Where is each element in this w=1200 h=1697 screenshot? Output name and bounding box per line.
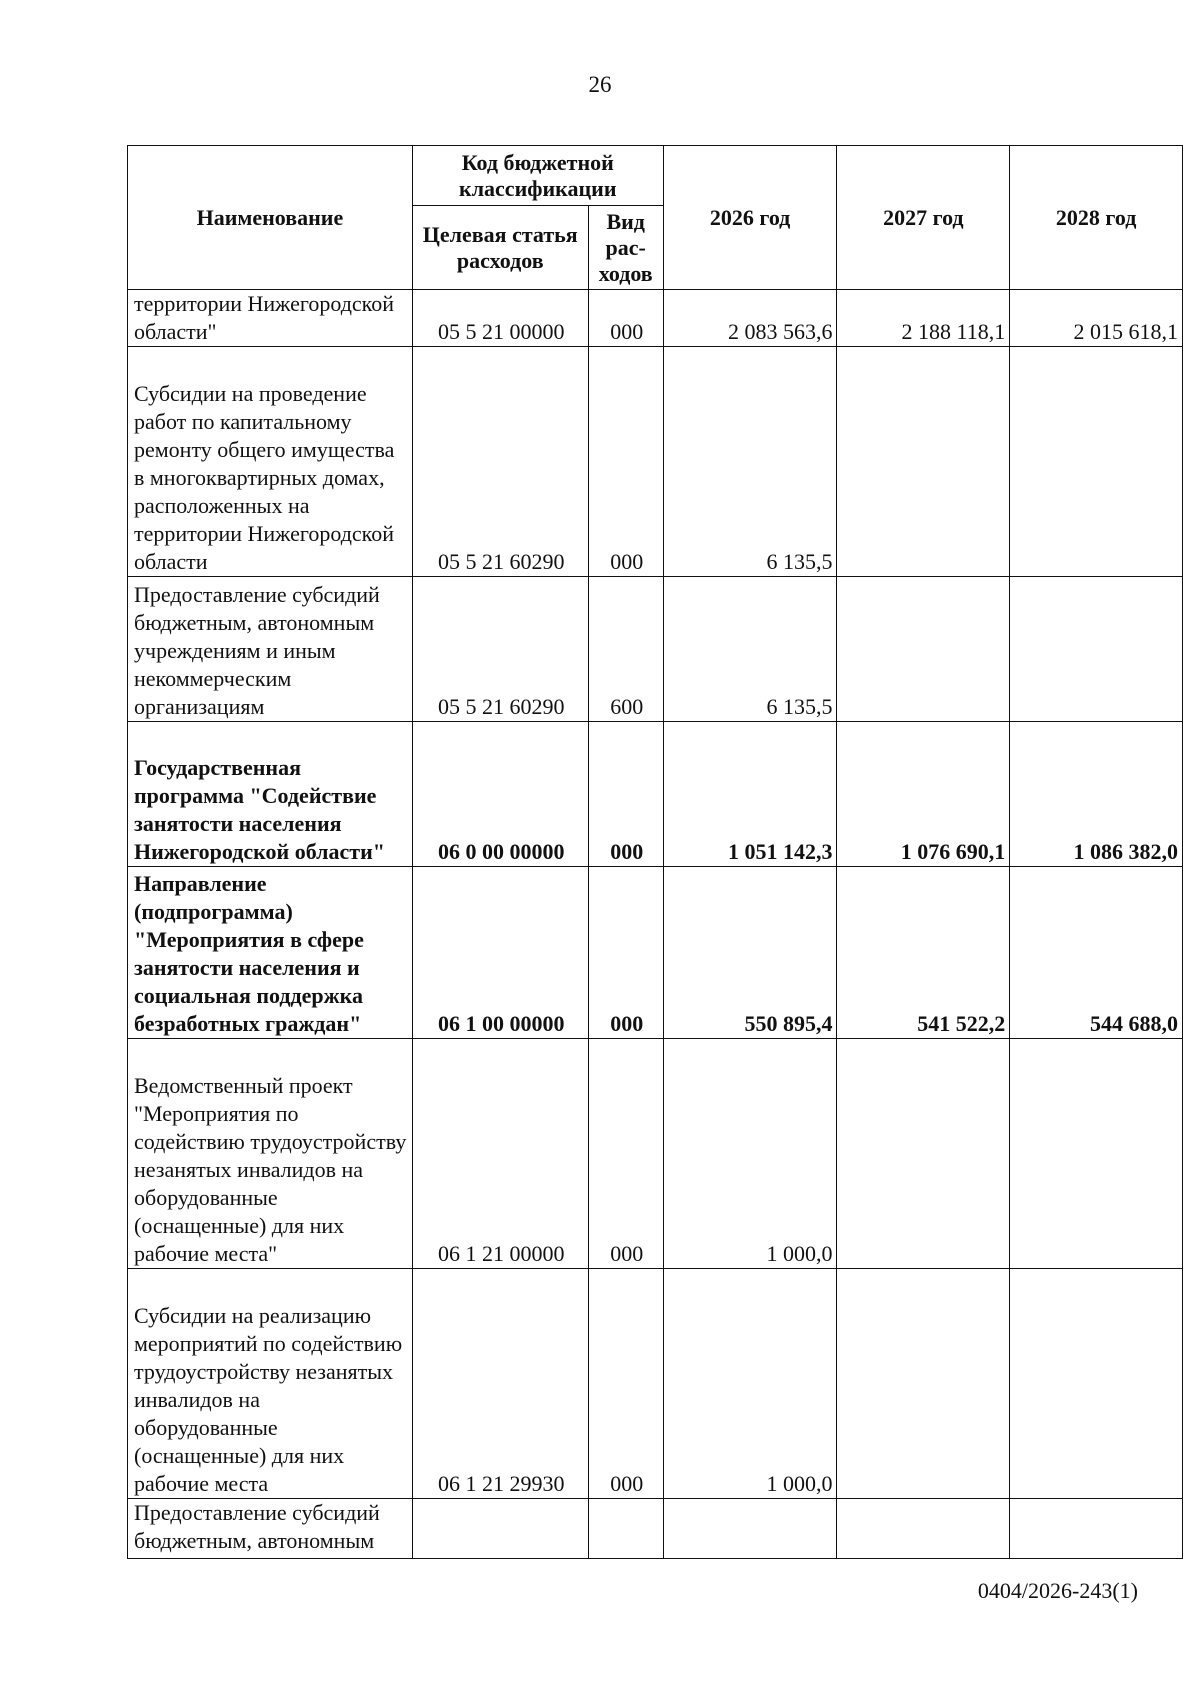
row-target-article: 05 5 21 60290 [412, 347, 588, 577]
row-value-2026: 6 135,5 [663, 577, 837, 722]
row-name: Ведомственный проект "Мероприятия по содействию трудоустройству незанятых инвалидов на оборудованные (оснащенные) для них рабочие места" [128, 1039, 413, 1269]
budget-table [127, 145, 1183, 1559]
row-expense-type: 000 [588, 1269, 663, 1499]
row-name: Предоставление субсидий бюджетным, автономным [128, 1499, 413, 1559]
row-target-article: 06 0 00 00000 [412, 722, 588, 867]
row-target-article: 05 5 21 00000 [412, 290, 588, 347]
row-value-2028 [1010, 1499, 1183, 1559]
row-expense-type: 000 [588, 290, 663, 347]
row-value-2026: 2 083 563,6 [663, 290, 837, 347]
row-target-article: 06 1 00 00000 [412, 867, 588, 1039]
document-code: 0404/2026-243(1) [977, 1578, 1138, 1603]
row-value-2028: 544 688,0 [1010, 867, 1183, 1039]
row-name: Субсидии на реализацию мероприятий по содействию трудоустройству незанятых инвалидов на оборудованные (оснащенные) для них рабочие места [128, 1269, 413, 1499]
row-value-2028: 1 086 382,0 [1010, 722, 1183, 867]
row-value-2028: 2 015 618,1 [1010, 290, 1183, 347]
row-value-2027 [837, 347, 1010, 577]
table-row [128, 290, 1183, 347]
table-row [128, 1499, 1183, 1559]
row-name: Направление (подпрограмма) "Мероприятия в сфере занятости населения и социальная поддержка безработных граждан" [128, 867, 413, 1039]
row-value-2027: 2 188 118,1 [837, 290, 1010, 347]
header-target-article: Целевая статья расходов [412, 206, 588, 290]
row-value-2027: 1 076 690,1 [837, 722, 1010, 867]
row-name: Государственная программа "Содействие занятости населения Нижегородской области" [128, 722, 413, 867]
page-number: 26 [588, 72, 612, 97]
row-value-2027: 541 522,2 [837, 867, 1010, 1039]
header-2027: 2027 год [837, 146, 1010, 290]
row-value-2026: 1 051 142,3 [663, 722, 837, 867]
header-2026: 2026 год [663, 146, 837, 290]
row-target-article: 06 1 21 29930 [412, 1269, 588, 1499]
row-value-2027 [837, 577, 1010, 722]
row-expense-type: 000 [588, 347, 663, 577]
row-value-2026: 6 135,5 [663, 347, 837, 577]
table-row [128, 577, 1183, 722]
row-value-2027 [837, 1039, 1010, 1269]
row-target-article: 05 5 21 60290 [412, 577, 588, 722]
row-value-2026: 1 000,0 [663, 1269, 837, 1499]
row-target-article: 06 1 21 00000 [412, 1039, 588, 1269]
row-value-2026: 1 000,0 [663, 1039, 837, 1269]
table-row [128, 1039, 1183, 1269]
table-row [128, 1269, 1183, 1499]
row-value-2028 [1010, 577, 1183, 722]
row-expense-type: 000 [588, 722, 663, 867]
header-code-group: Код бюджетной классификации [412, 146, 663, 206]
table-row [128, 347, 1183, 577]
row-expense-type [588, 1499, 663, 1559]
row-value-2027 [837, 1499, 1010, 1559]
row-expense-type: 000 [588, 867, 663, 1039]
row-value-2026: 550 895,4 [663, 867, 837, 1039]
row-expense-type: 600 [588, 577, 663, 722]
row-value-2026 [663, 1499, 837, 1559]
row-name: территории Нижегородской области" [128, 290, 413, 347]
row-value-2028 [1010, 1269, 1183, 1499]
row-value-2028 [1010, 1039, 1183, 1269]
table-row [128, 867, 1183, 1039]
row-name: Субсидии на проведение работ по капитальному ремонту общего имущества в многоквартирных домах, расположенных на территории Нижегородской области [128, 347, 413, 577]
row-name: Предоставление субсидий бюджетным, автономным учреждениям и иным некоммерческим организациям [128, 577, 413, 722]
header-expense-type: Вид рас- ходов [588, 206, 663, 290]
table-row [128, 722, 1183, 867]
row-value-2027 [837, 1269, 1010, 1499]
row-expense-type: 000 [588, 1039, 663, 1269]
header-2028: 2028 год [1010, 146, 1183, 290]
row-value-2028 [1010, 347, 1183, 577]
header-name: Наименование [128, 146, 413, 290]
row-target-article [412, 1499, 588, 1559]
header-row-top [128, 146, 1183, 206]
